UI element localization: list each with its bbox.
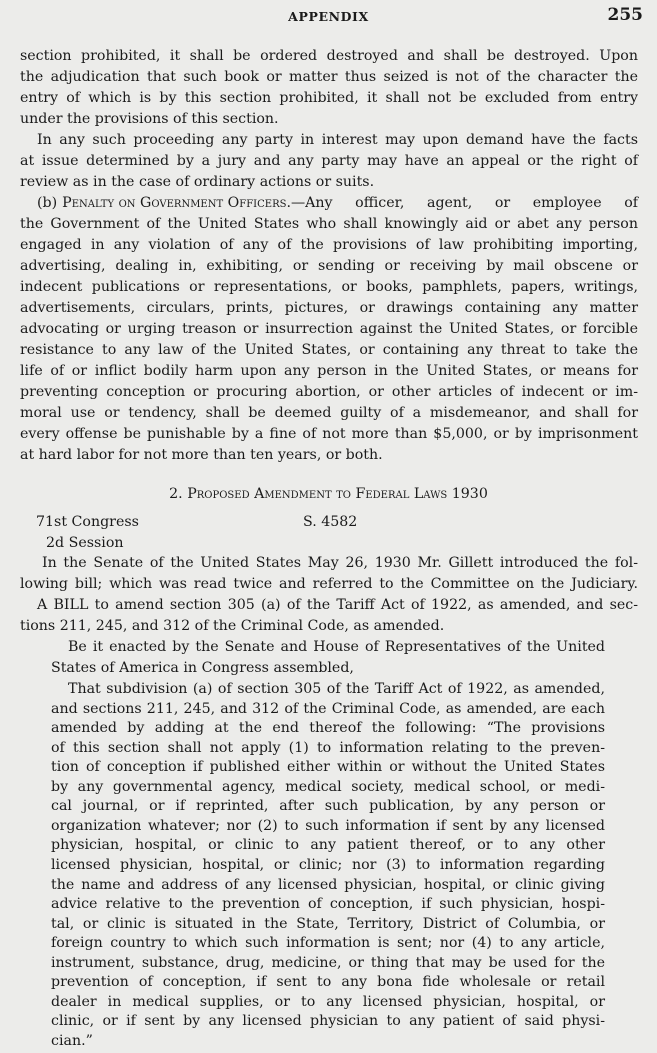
text-line: at hard labor for not more than ten years, or both. — [20, 447, 383, 463]
section-2-number: 2. — [169, 486, 183, 502]
text-line: section prohibited, it shall be ordered destroyed and shall be destroyed. Upon — [20, 48, 638, 64]
text-line: A BILL to amend section 305 (a) of the Tariff Act of 1922, as amended, and sec- — [37, 597, 638, 613]
text-line: of this section shall not apply (1) to information relating to the preven- — [51, 739, 605, 756]
text-line: indecent publications or representations, or books, pamphlets, papers, writings, — [20, 279, 638, 295]
section-2-title: Proposed Amendment to Federal Laws 1930 — [187, 486, 488, 502]
text-line: organization whatever; nor (2) to such information if sent by any licensed — [51, 817, 605, 834]
text-line: cian.” — [51, 1033, 93, 1049]
text-line: the Government of the United States who shall knowingly aid or abet any person — [20, 216, 638, 232]
section-2-heading — [0, 484, 657, 504]
text-line: lowing bill; which was read twice and referred to the Committee on the Judiciary. — [20, 576, 638, 592]
text-line: resistance to any law of the United States, or containing any threat to take the — [20, 342, 638, 358]
text-line: moral use or tendency, shall be deemed guilty of a misdemeanor, and shall for — [20, 405, 638, 421]
section-b-heading: Penalty on Government Officers. — [62, 195, 291, 211]
section-b-label: (b) — [37, 195, 58, 211]
text-line: Be it enacted by the Senate and House of Representatives of the United — [68, 639, 605, 655]
section-b-first-line-text: —Any officer, agent, or employee of — [290, 195, 638, 211]
congress-label: 71st Congress — [36, 514, 139, 530]
text-line: dealer in medical supplies, or to any licensed physician, hospital, or — [51, 993, 605, 1010]
bill-number: S. 4582 — [303, 514, 358, 530]
text-line: States of America in Congress assembled, — [51, 660, 354, 676]
text-line: by any governmental agency, medical society, medical school, or medi- — [51, 778, 605, 795]
text-line: advertisements, circulars, prints, pictures, or drawings containing any matter — [20, 300, 638, 316]
text-line: the name and address of any licensed physician, hospital, or clinic giving — [51, 876, 605, 893]
text-line: clinic, or if sent by any licensed physician to any patient of said physi- — [51, 1013, 605, 1030]
text-line: In the Senate of the United States May 26, 1930 Mr. Gillett introduced the fol- — [42, 555, 638, 571]
text-line: the adjudication that such book or matter thus seized is not of the character the — [20, 69, 638, 85]
text-line: review as in the case of ordinary actions or suits. — [20, 174, 375, 190]
text-line: advocating or urging treason or insurrection against the United States, or forcible — [20, 321, 638, 337]
text-line: foreign country to which such information is sent; nor (4) to any article, — [51, 935, 605, 952]
running-head: APPENDIX — [288, 9, 369, 24]
text-line: advertising, dealing in, exhibiting, or sending or receiving by mail obscene or — [20, 258, 638, 274]
text-line: preventing conception or procuring abortion, or other articles of indecent or im- — [20, 384, 638, 400]
section-b-first-line — [37, 193, 638, 213]
text-line: In any such proceeding any party in interest may upon demand have the facts — [37, 132, 638, 148]
text-line: at issue determined by a jury and any party may have an appeal or the right of — [20, 153, 638, 169]
text-line: tion of conception if published either within or without the United States — [51, 759, 605, 776]
text-line: under the provisions of this section. — [20, 111, 279, 127]
text-line: licensed physician, hospital, or clinic; nor (3) to information regarding — [51, 857, 605, 873]
text-line: advice relative to the prevention of conception, if such physician, hospi- — [51, 896, 605, 913]
text-line: life of or inflict bodily harm upon any person in the United States, or means for — [20, 363, 638, 379]
text-line: and sections 211, 245, and 312 of the Criminal Code, as amended, are each — [51, 700, 605, 717]
page-header — [0, 5, 657, 27]
text-line: prevention of conception, if sent to any bona fide wholesale or retail — [51, 974, 605, 991]
text-line: entry of which is by this section prohibited, it shall not be excluded from entry — [20, 90, 638, 106]
text-line: tions 211, 245, and 312 of the Criminal Code, as amended. — [20, 618, 445, 634]
text-line: tal, or clinic is situated in the State, Territory, District of Columbia, or — [51, 915, 605, 932]
text-line: amended by adding at the end thereof the following: “The provisions — [51, 720, 605, 737]
session-label: 2d Session — [46, 535, 124, 551]
text-line: engaged in any violation of any of the provisions of law prohibiting importing, — [20, 237, 638, 253]
text-line: That subdivision (a) of section 305 of the Tariff Act of 1922, as amended, — [68, 681, 605, 697]
text-line: cal journal, or if reprinted, after such publication, by any person or — [51, 798, 605, 815]
text-line: instrument, substance, drug, medicine, or thing that may be used for the — [51, 954, 605, 971]
text-line: physician, hospital, or clinic to any patient thereof, or to any other — [51, 837, 605, 854]
text-line: every offense be punishable by a fine of not more than $5,000, or by imprisonment — [20, 426, 638, 442]
page-number: 255 — [607, 5, 643, 25]
